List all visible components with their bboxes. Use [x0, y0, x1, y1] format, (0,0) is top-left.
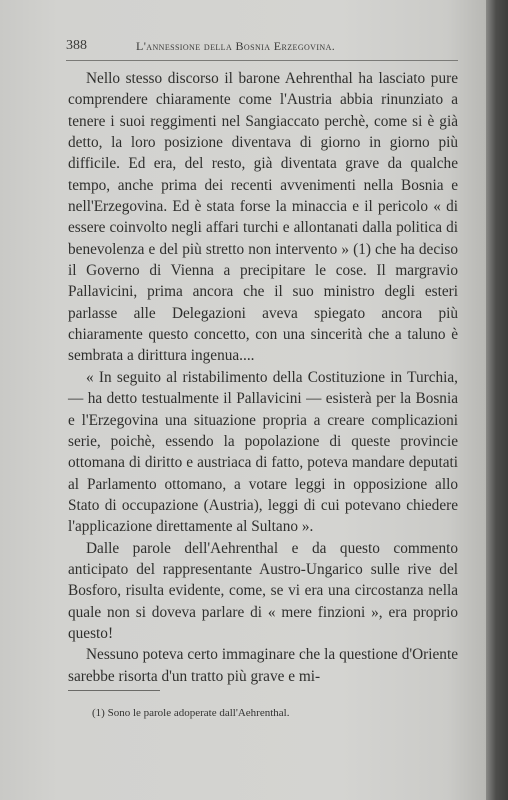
paragraph: Nello stesso discorso il barone Aehrenthal ha lasciato pure comprendere chiaramente come l'Austria abbia rinunziato a tenere i suoi reggimenti nel Sangiaccato perchè, come si è già detto, la loro posizione diventava di giorno in giorno più difficile. Ed era, del resto, già diventata grave da qualche tempo, anche prima dei recenti avvenimenti nella Bosnia e nell'Erzegovina. Ed è stata forse la minaccia e il pericolo « di essere coinvolto negli affari turchi e allontanati dalla politica di benevolenza e del più stretto non intervento » (1) che ha deciso il Governo di Vienna a precipitare le cose. Il margravio Pallavicini, prima ancora che il suo ministro degli esteri parlasse alle Delegazioni aveva spiegato ancora più chiaramente questo concetto, con una sincerità che a taluno è sembrata a dirittura ingenua....: [68, 70, 458, 365]
paragraph: Nessuno poteva certo immaginare che la questione d'Oriente sarebbe risorta d'un tratto più grave e mi-: [68, 646, 458, 685]
header-rule: [66, 60, 458, 61]
running-title: L'annessione della Bosnia Erzegovina.: [136, 39, 336, 53]
paragraph: « In seguito al ristabilimento della Costituzione in Turchia, — ha detto testualmente il Pallavicini — esisterà per la Bosnia e l'Erzegovina una situazione propria a creare complicazioni serie, poichè, essendo la popolazione di queste provincie ottomana di diritto e austriaca di fatto, poteva mandare deputati al Parlamento ottomano, a votare leggi in opposizione allo Stato di occupazione (Austria), leggi di cui potevano chiedere l'applicazione direttamente al Sultano ».: [68, 368, 458, 536]
paragraph: Dalle parole dell'Aehrenthal e da questo commento anticipato del rappresentante Austro-Ungarico sulle rive del Bosforo, risulta evidente, come, se vi era una circostanza nella quale non si doveva parlare di « mere finzioni », era proprio questo!: [68, 539, 458, 642]
footnote: (1) Sono le parole adoperate dall'Aehrenthal.: [92, 707, 290, 719]
page-number: 388: [66, 38, 87, 53]
body-text: [68, 68, 458, 687]
page-header: [66, 38, 458, 58]
page-edge-shadow: [486, 0, 508, 800]
footnote-rule: [68, 690, 160, 691]
